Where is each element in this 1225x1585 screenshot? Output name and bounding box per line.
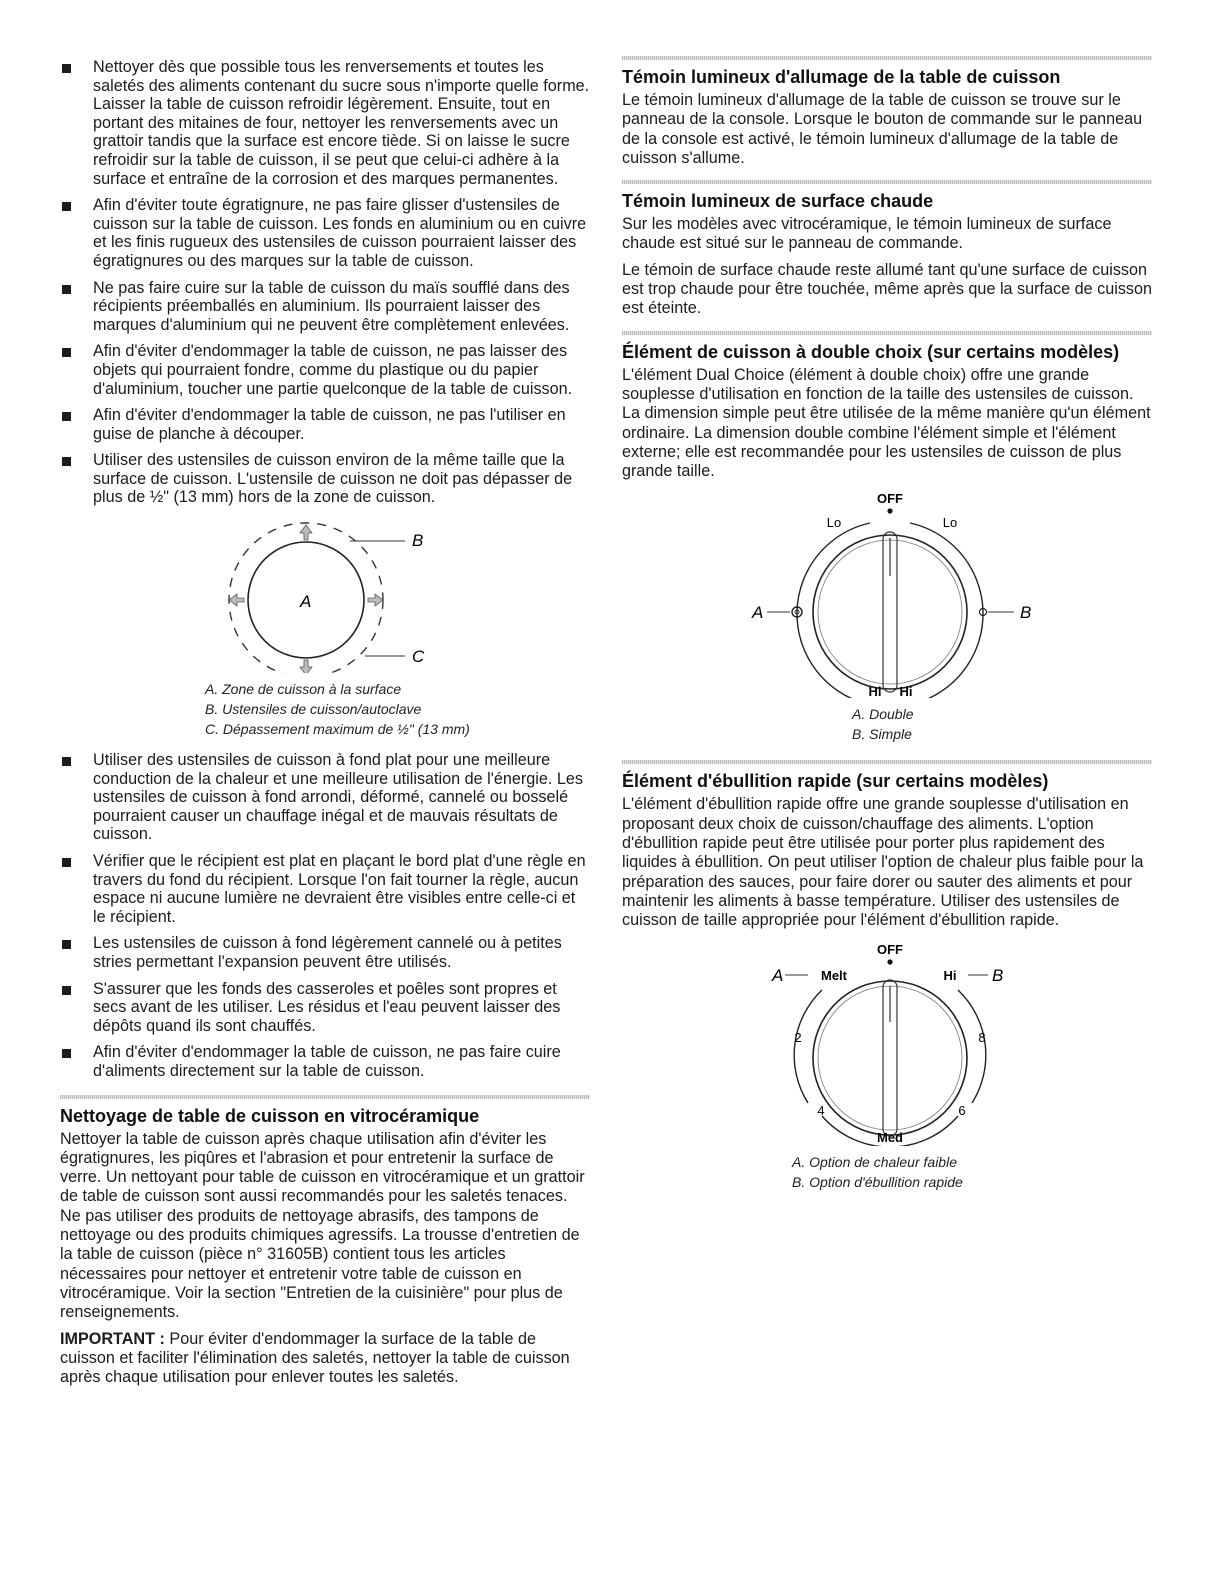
figure1-captions	[60, 679, 590, 739]
list-item-text: Ne pas faire cuire sur la table de cuisson du maïs soufflé dans des récipients préemballés en aluminium. Ils pourraient laisser des marques d'aluminium qui ne peuvent être complètement enlevées.	[93, 278, 570, 334]
list-item-text: Afin d'éviter d'endommager la table de cuisson, ne pas faire cuire d'aliments directement sur la table de cuisson.	[93, 1043, 561, 1080]
bullet-list-bottom	[60, 751, 590, 1081]
list-item	[60, 406, 590, 443]
list-item	[60, 980, 590, 1036]
list-item-text: Les ustensiles de cuisson à fond légèrement cannelé ou à petites stries permettant l'expansion peuvent être utilisés.	[93, 934, 562, 971]
knob-label-hi: Hi	[943, 967, 957, 983]
bullet-square-icon	[62, 858, 71, 867]
bullet-square-icon	[62, 285, 71, 294]
list-item	[60, 58, 590, 188]
knob-label-hi-right: Hi	[899, 684, 913, 699]
knob-label-med: Med	[877, 1129, 903, 1145]
rapid-boil-paragraph: L'élément d'ébullition rapide offre une grande souplesse d'utilisation en proposant deux choix de cuisson/chauffage des aliments. L'option d'ébullition rapide peut être utilisée pour porter plus rapidement des liquides à ébullition. On peut utiliser l'option de chaleur plus faible pour la préparation des sauces, pour faire dorer ou sauter des aliments et pour maintenir les aliments à basse température. Utiliser des ustensiles de cuisson de taille appropriée pour l'élément d'ébullition rapide.	[622, 795, 1144, 930]
list-item-text: Afin d'éviter d'endommager la table de cuisson, ne pas laisser des objets qui pourraient fondre, comme du plastique ou du papier d'aluminium, toucher une partie quelconque de la table de cuisson.	[93, 342, 573, 398]
section-divider	[622, 760, 1152, 764]
important-paragraph	[60, 1330, 590, 1388]
bullet-square-icon	[62, 757, 71, 766]
glass-cooktop-paragraph: Nettoyer la table de cuisson après chaque utilisation afin d'éviter les égratignures, les piqûres et l'abrasion et pour entretenir la surface de verre. Un nettoyant pour table de cuisson en vitrocéramique et un grattoir de table de cuisson sont aussi recommandés pour les saletés tenaces. Ne pas utiliser des produits de nettoyage abrasifs, des tampons de nettoyage ou des produits chimiques agressifs. La trousse d'entretien de la table de cuisson (pièce n° 31605B) contient tous les articles nécessaires pour nettoyer et entretenir votre table de cuisson en vitrocéramique. Voir la section "Entretien de la cuisinière" pour plus de renseignements.	[60, 1129, 585, 1322]
list-item-text: Nettoyer dès que possible tous les renversements et toutes les saletés des aliments contenant du sucre sous n'importe quelle forme. Laisser la table de cuisson refroidir légèrement. Ensuite, tout en portant des mitaines de four, nettoyer les renversements avec un grattoir tandis que la surface est encore tiède. Si on laisse le sucre refroidir sur la table de cuisson, il se peut que celui-ci adhère à la surface et entraîne de la corrosion et des marques permanentes.	[93, 58, 590, 188]
knob-label-off: OFF	[877, 941, 903, 957]
knob-label-2: 2	[794, 1029, 802, 1045]
list-item	[60, 934, 590, 971]
label-a: A	[772, 965, 784, 985]
knob-label-melt: Melt	[821, 967, 847, 983]
caption-line: B. Simple	[852, 726, 912, 743]
dual-choice-knob-figure	[622, 488, 1152, 698]
arrow-left-icon	[229, 594, 244, 606]
knob-label-4: 4	[817, 1102, 825, 1118]
bullet-list-top	[60, 58, 590, 507]
knob-label-lo-left: Lo	[826, 515, 842, 531]
label-b: B	[412, 531, 424, 551]
dual-choice-knob-diagram	[622, 488, 1152, 698]
bullet-square-icon	[62, 202, 71, 211]
cookware-size-figure	[60, 515, 590, 673]
bullet-square-icon	[62, 348, 71, 357]
section-title-on-indicator: Témoin lumineux d'allumage de la table de cuisson	[622, 67, 1061, 87]
cookware-size-diagram	[60, 515, 590, 673]
list-item-text: Vérifier que le récipient est plat en plaçant le bord plat d'une règle en travers du fond du récipient. Lorsque l'on fait tourner la règle, aucun espace ni aucune lumière ne devraient être visibles entre celle-ci et le récipient.	[93, 852, 586, 926]
section-divider	[622, 180, 1152, 184]
bullet-square-icon	[62, 1049, 71, 1058]
caption-line: C. Dépassement maximum de ½" (13 mm)	[205, 721, 470, 738]
section-divider	[622, 331, 1152, 335]
hot-surface-paragraph-1: Sur les modèles avec vitrocéramique, le témoin lumineux de surface chaude est situé sur le panneau de commande.	[622, 215, 1112, 253]
bullet-square-icon	[62, 986, 71, 995]
rapid-boil-knob-figure	[622, 938, 1152, 1146]
important-text: Pour éviter d'endommager la surface de la table de cuisson et faciliter l'élimination des saletés, nettoyer la table de cuisson après chaque utilisation pour enlever toutes les saletés.	[60, 1329, 570, 1387]
section-title-glass-cooktop: Nettoyage de table de cuisson en vitrocéramique	[60, 1105, 480, 1126]
list-item	[60, 279, 590, 335]
caption-line: B. Ustensiles de cuisson/autoclave	[205, 701, 422, 718]
list-item-text: S'assurer que les fonds des casseroles et poêles sont propres et secs avant de les utiliser. Les résidus et l'eau peuvent laisser des dépôts quand ils sont chauffés.	[93, 979, 561, 1035]
section-title-hot-surface: Témoin lumineux de surface chaude	[622, 191, 934, 212]
important-label: IMPORTANT :	[60, 1329, 165, 1348]
section-title-rapid-boil: Élément d'ébullition rapide (sur certains modèles)	[622, 771, 1049, 792]
section-divider	[622, 56, 1152, 60]
knob-label-hi-left: Hi	[868, 684, 882, 699]
list-item-text: Afin d'éviter d'endommager la table de cuisson, ne pas l'utiliser en guise de planche à découper.	[93, 406, 566, 443]
list-item	[60, 196, 590, 270]
list-item	[60, 342, 590, 398]
bullet-square-icon	[62, 457, 71, 466]
off-dot-icon	[887, 509, 892, 514]
label-a: A	[752, 603, 764, 623]
knob-label-lo-right: Lo	[942, 515, 958, 531]
hot-surface-paragraph-2: Le témoin de surface chaude reste allumé tant qu'une surface de cuisson est trop chaude pour être touchée, même après que la surface de cuisson est éteinte.	[622, 260, 1153, 318]
label-a: A	[300, 592, 312, 612]
arrow-right-icon	[368, 594, 383, 606]
bullet-square-icon	[62, 412, 71, 421]
list-item	[60, 852, 590, 926]
arrow-up-icon	[300, 525, 312, 540]
section-title-dual-choice: Élément de cuisson à double choix (sur certains modèles)	[622, 341, 1120, 362]
arrow-down-icon	[300, 660, 312, 673]
dual-choice-paragraph: L'élément Dual Choice (élément à double choix) offre une grande souplesse d'utilisation en fonction de la taille des ustensiles de cuisson. La dimension simple peut être utilisée de la même manière qu'un élément ordinaire. La dimension double combine l'élément simple et l'élément externe; elle est recommandée pour les ustensiles de cuisson de plus grande taille.	[622, 365, 1151, 481]
list-item	[60, 751, 590, 844]
label-b: B	[992, 965, 1004, 985]
dual-choice-captions	[622, 704, 1152, 744]
knob-label-6: 6	[958, 1102, 966, 1118]
knob-label-off: OFF	[877, 491, 903, 507]
rapid-boil-captions	[622, 1152, 1152, 1192]
on-indicator-paragraph: Le témoin lumineux d'allumage de la table de cuisson se trouve sur le panneau de la console. Lorsque le bouton de commande sur le panneau de la console est activé, le témoin lumineux d'allumage de la table de cuisson s'allume.	[622, 91, 1143, 167]
bullet-square-icon	[62, 940, 71, 949]
label-c: C	[412, 647, 425, 667]
bullet-square-icon	[62, 64, 71, 73]
knob-label-8: 8	[978, 1029, 986, 1045]
list-item	[60, 1043, 590, 1080]
caption-line: B. Option d'ébullition rapide	[792, 1173, 963, 1190]
list-item-text: Afin d'éviter toute égratignure, ne pas faire glisser d'ustensiles de cuisson sur la table de cuisson. Les fonds en aluminium ou en cuivre et les finis rugueux des ustensiles de cuisson pourraient laisser des égratignures ou des marques sur la table de cuisson.	[93, 196, 587, 270]
list-item-text: Utiliser des ustensiles de cuisson à fond plat pour une meilleure conduction de la chaleur et une meilleure utilisation de l'énergie. Les ustensiles de cuisson à fond arrondi, déformé, cannelé ou bosselé pourraient causer un chauffage inégal et de mauvais résultats de cuisson.	[93, 751, 583, 844]
left-column	[60, 58, 590, 1394]
caption-line: A. Zone de cuisson à la surface	[205, 681, 402, 698]
list-item	[60, 451, 590, 507]
caption-line: A. Double	[852, 706, 914, 723]
caption-line: A. Option de chaleur faible	[792, 1153, 957, 1170]
right-column	[622, 58, 1152, 1192]
section-divider	[60, 1095, 590, 1099]
label-b: B	[1020, 603, 1032, 623]
off-dot-icon	[887, 959, 892, 964]
rapid-boil-knob-diagram	[622, 938, 1152, 1146]
list-item-text: Utiliser des ustensiles de cuisson environ de la même taille que la surface de cuisson. L'ustensile de cuisson ne doit pas dépasser de plus de ½" (13 mm) hors de la zone de cuisson.	[93, 451, 573, 507]
